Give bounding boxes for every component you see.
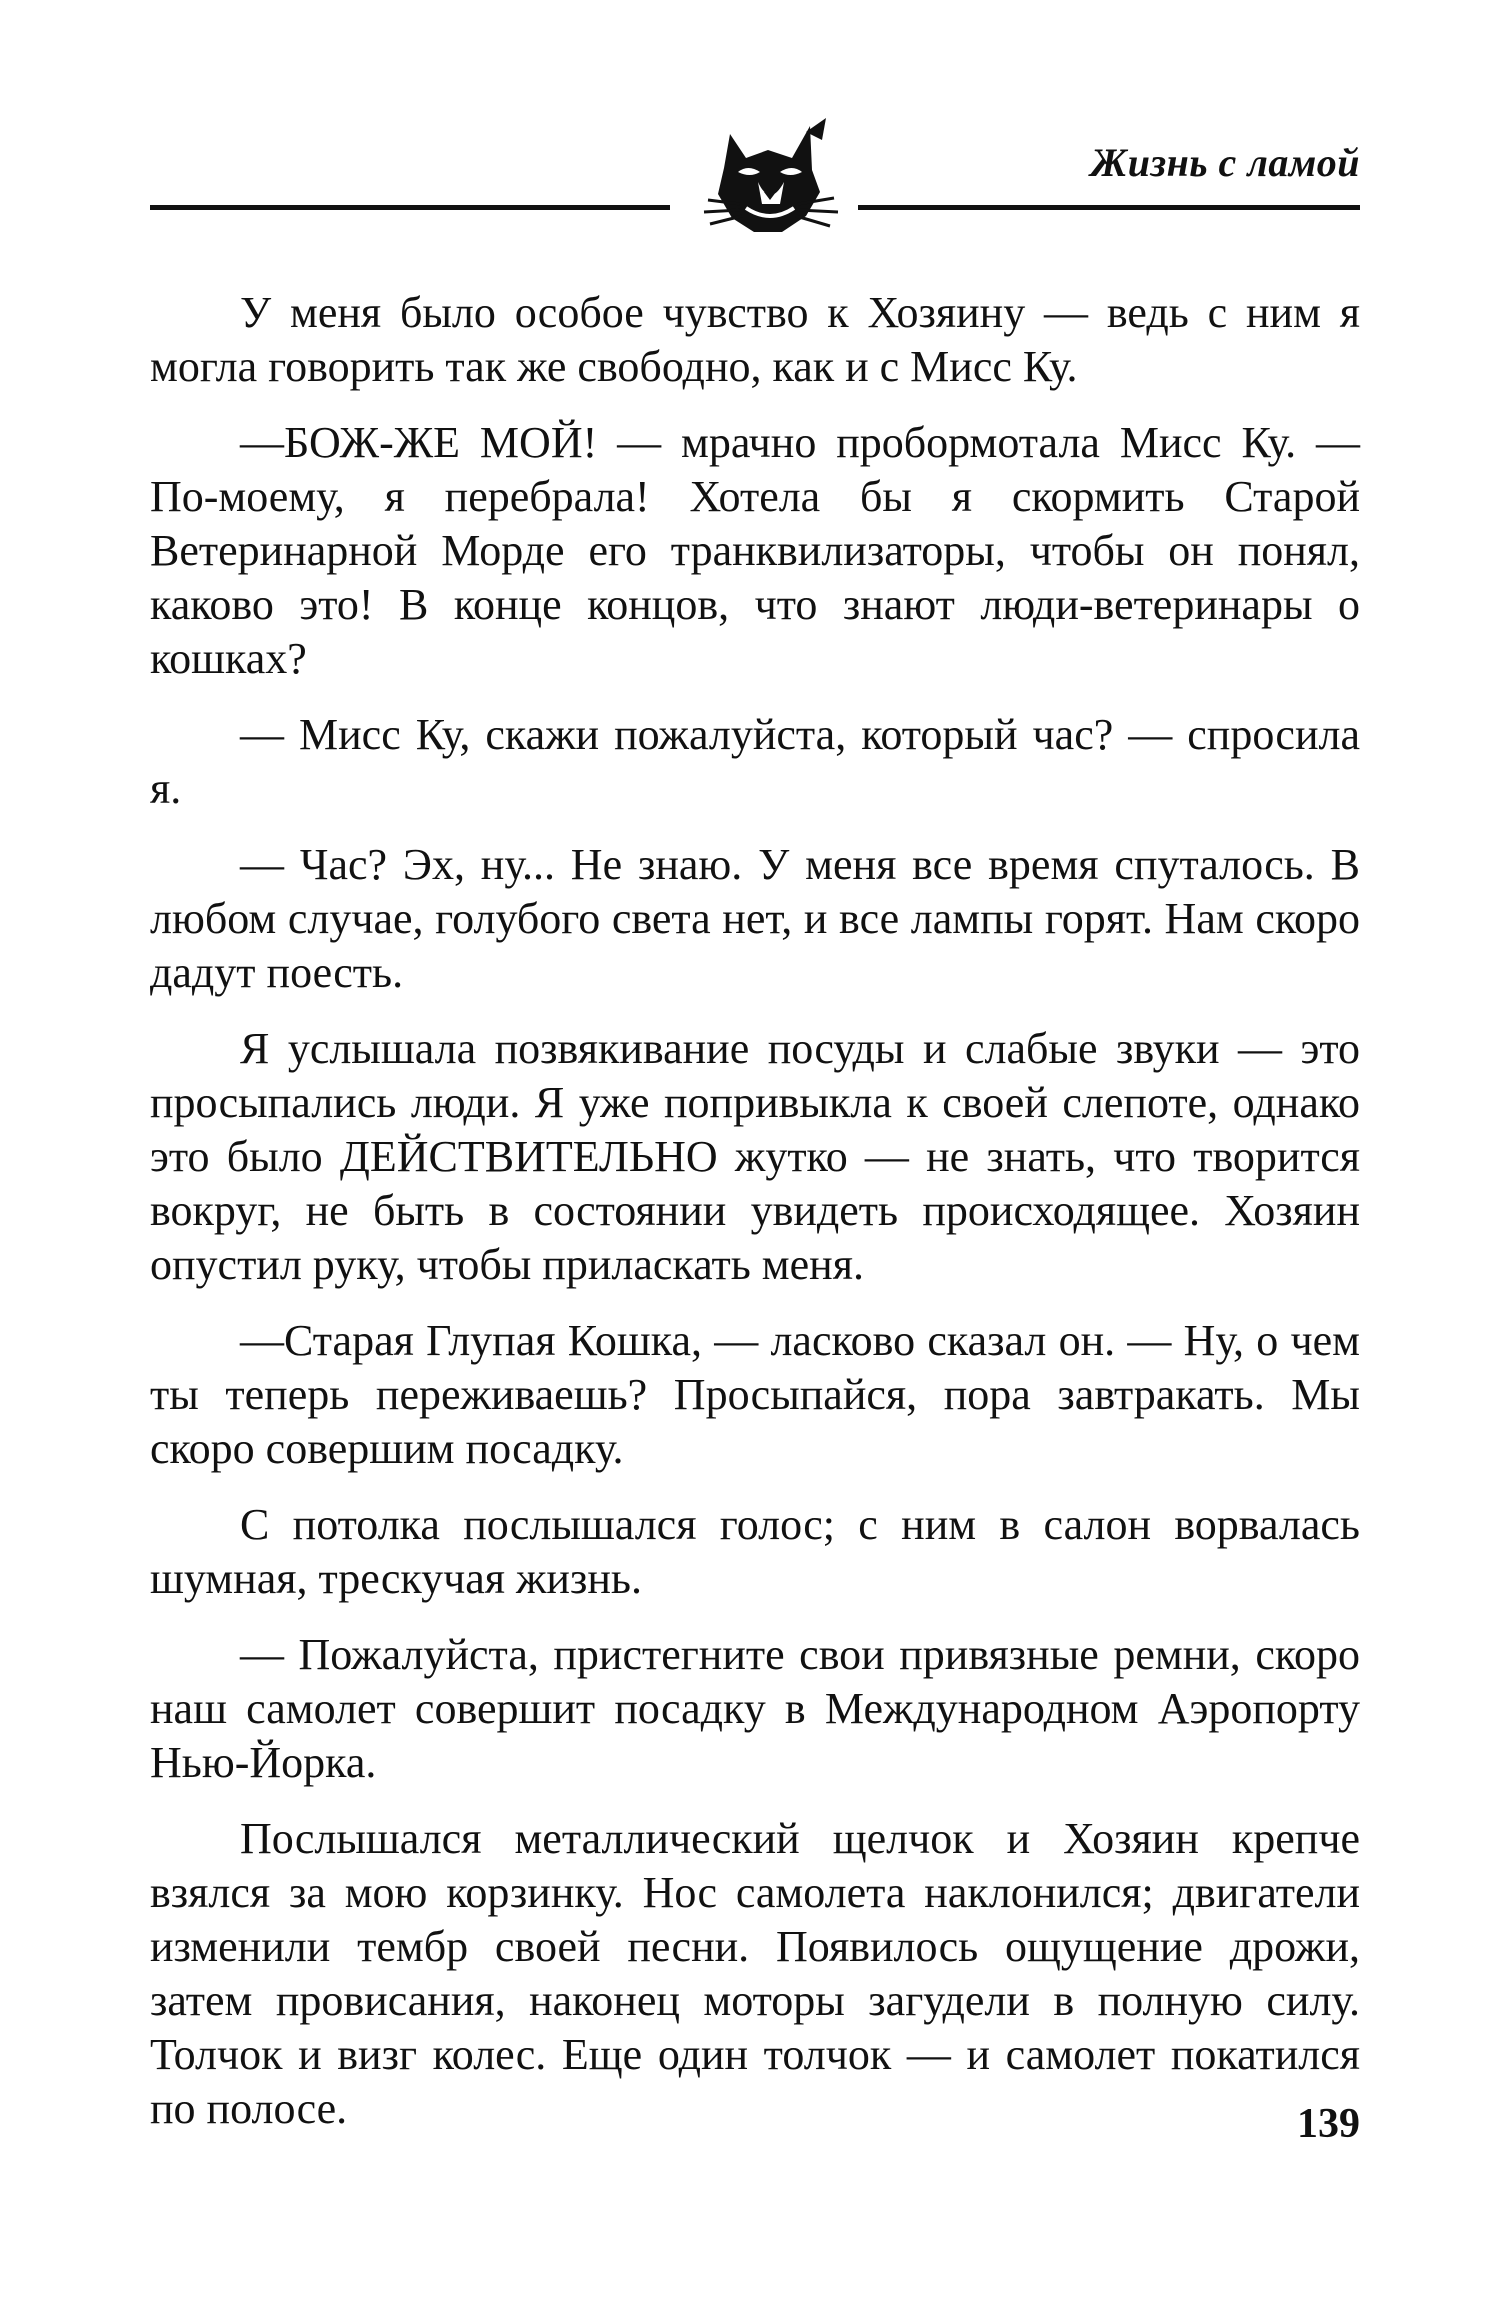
- running-header: [150, 110, 1360, 240]
- paragraph: —БОЖ-ЖЕ МОЙ! — мрачно пробормотала Мисс Ку. — По-моему, я перебрала! Хотела бы я скормить Старой Ветеринарной Морде его транквилизаторы, чтобы он понял, каково это! В конце концов, что знают люди-ветеринары о кошках?: [150, 418, 1360, 683]
- header-rule-right: [858, 205, 1360, 210]
- cat-face-icon: [688, 112, 850, 240]
- paragraph: Послышался металлический щелчок и Хозяин крепче взялся за мою корзинку. Нос самолета наклонился; двигатели изменили тембр своей песни. Появилось ощущение дрожи, затем провисания, наконец моторы загудели в полную силу. Толчок и визг колес. Еще один толчок — и самолет покатился по полосе.: [150, 1814, 1360, 2133]
- header-rule-left: [150, 205, 670, 210]
- page-number: 139: [1297, 2101, 1360, 2147]
- paragraph: — Час? Эх, ну... Не знаю. У меня все время спуталось. В любом случае, голубого света нет, и все лампы горят. Нам скоро дадут поесть.: [150, 840, 1360, 997]
- paragraph: — Мисс Ку, скажи пожалуйста, который час? — спросила я.: [150, 710, 1360, 813]
- paragraph: У меня было особое чувство к Хозяину — ведь с ним я могла говорить так же свободно, как и с Мисс Ку.: [150, 288, 1360, 391]
- paragraph: С потолка послышался голос; с ним в салон ворвалась шумная, трескучая жизнь.: [150, 1500, 1360, 1603]
- paragraph: —Старая Глупая Кошка, — ласково сказал он. — Ну, о чем ты теперь переживаешь? Просыпайся, пора завтракать. Мы скоро совершим посадку.: [150, 1316, 1360, 1473]
- paragraph: — Пожалуйста, пристегните свои привязные ремни, скоро наш самолет совершит посадку в Международном Аэропорту Нью-Йорка.: [150, 1630, 1360, 1787]
- running-title: Жизнь с ламой: [1090, 140, 1360, 185]
- paragraph: Я услышала позвякивание посуды и слабые звуки — это просыпались люди. Я уже попривыкла к своей слепоте, однако это было ДЕЙСТВИТЕЛЬНО жутко — не знать, что творится вокруг, не быть в состоянии увидеть происходящее. Хозяин опустил руку, чтобы приласкать меня.: [150, 1024, 1360, 1289]
- body-text: [150, 286, 1360, 2158]
